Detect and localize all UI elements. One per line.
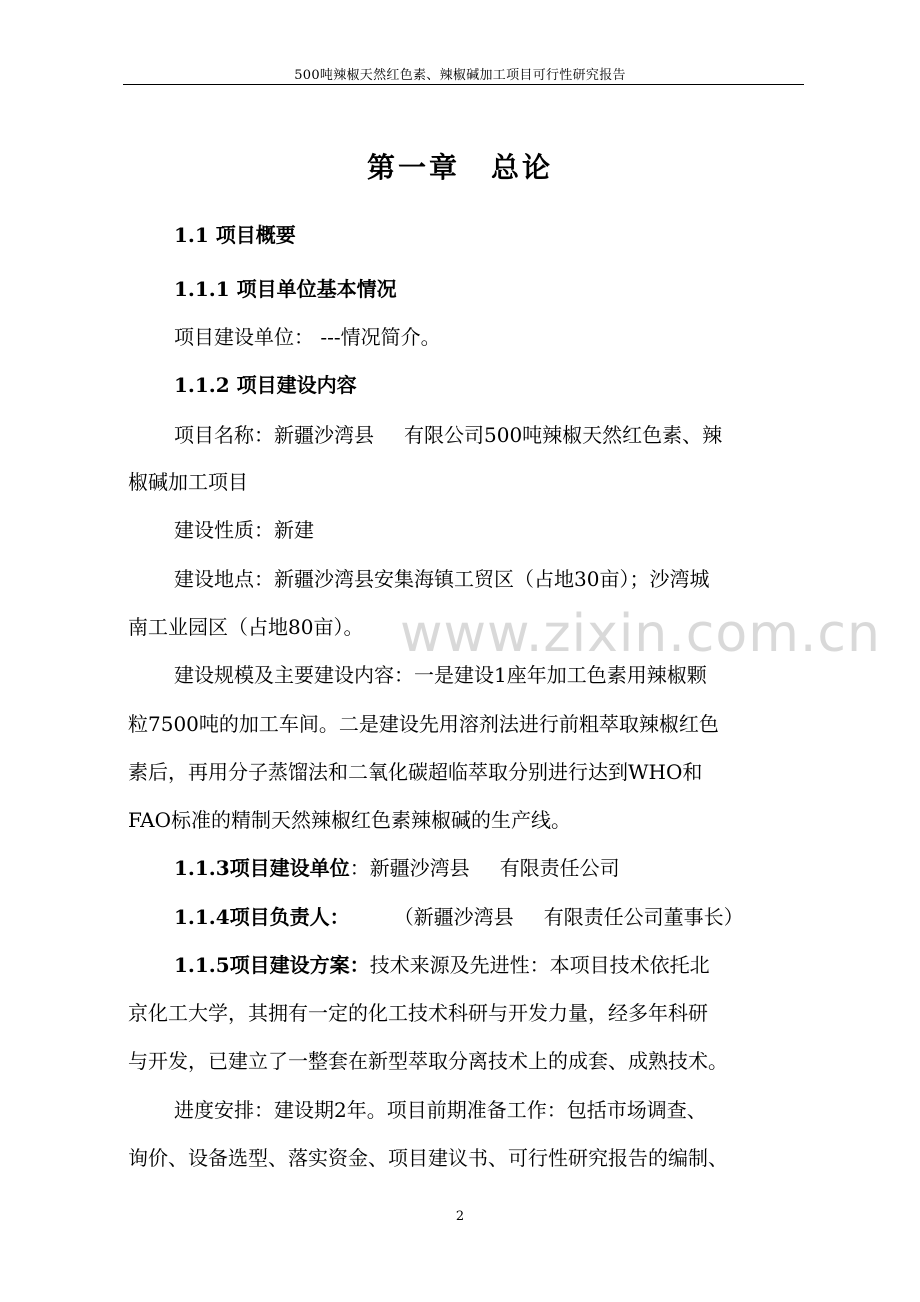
paragraph-line: 粒7500吨的加工车间。二是建设先用溶剂法进行前粗萃取辣椒红色	[128, 712, 719, 736]
paragraph-line: 询价、设备选型、落实资金、项目建议书、可行性研究报告的编制、	[128, 1146, 728, 1170]
paragraph-line: 进度安排：建设期2年。项目前期准备工作：包括市场调查、	[174, 1098, 707, 1122]
paragraph-line: 南工业园区（占地80亩）。	[128, 615, 364, 639]
header-rule	[123, 84, 804, 85]
paragraph-line	[174, 950, 854, 980]
paragraph-line: 建设性质：新建	[174, 518, 314, 542]
text-segment: （新疆沙湾县	[393, 905, 514, 929]
paragraph-line: 项目建设单位： ---情况简介。	[174, 325, 441, 349]
text-segment: 有限公司500吨辣椒天然红色素、辣	[404, 423, 723, 447]
paragraph-line	[174, 420, 854, 450]
section-heading-1-1-2: 1.1.2 项目建设内容	[174, 373, 357, 397]
bold-label: 1.1.5项目建设方案：	[174, 953, 370, 977]
section-heading-1-1: 1.1 项目概要	[174, 223, 296, 247]
chapter-title: 第一章 总论	[366, 151, 553, 184]
paragraph-line: FAO标准的精制天然辣椒红色素辣椒碱的生产线。	[128, 808, 571, 832]
page-number: 2	[455, 1209, 465, 1224]
text-segment: 技术来源及先进性：本项目技术依托北	[369, 953, 710, 977]
paragraph-line: 椒碱加工项目	[128, 470, 248, 494]
bold-label: 1.1.4项目负责人：	[174, 905, 350, 929]
text-segment: 项目名称：新疆沙湾县	[174, 423, 374, 447]
paragraph-line: 京化工大学，其拥有一定的化工技术科研与开发力量，经多年科研	[128, 1001, 708, 1025]
paragraph-line: 建设地点：新疆沙湾县安集海镇工贸区（占地30亩）；沙湾城	[174, 567, 710, 591]
running-header: 500吨辣椒天然红色素、辣椒碱加工项目可行性研究报告	[294, 68, 626, 83]
section-heading-1-1-1: 1.1.1 项目单位基本情况	[174, 277, 397, 301]
paragraph-line: 建设规模及主要建设内容：一是建设1座年加工色素用辣椒颗	[174, 663, 707, 687]
paragraph-line: 与开发，已建立了一整套在新型萃取分离技术上的成套、成熟技术。	[128, 1049, 728, 1073]
text-segment: 有限责任公司	[499, 856, 620, 880]
text-segment: ：新疆沙湾县	[349, 856, 470, 880]
text-segment: 有限责任公司董事长）	[543, 905, 744, 929]
paragraph-line	[174, 853, 854, 883]
bold-label: 1.1.3项目建设单位	[174, 856, 350, 880]
paragraph-line: 素后，再用分子蒸馏法和二氧化碳超临萃取分别进行达到WHO和	[128, 760, 703, 784]
watermark-text: www.zixin.com.cn	[400, 604, 881, 664]
paragraph-line	[174, 902, 854, 932]
